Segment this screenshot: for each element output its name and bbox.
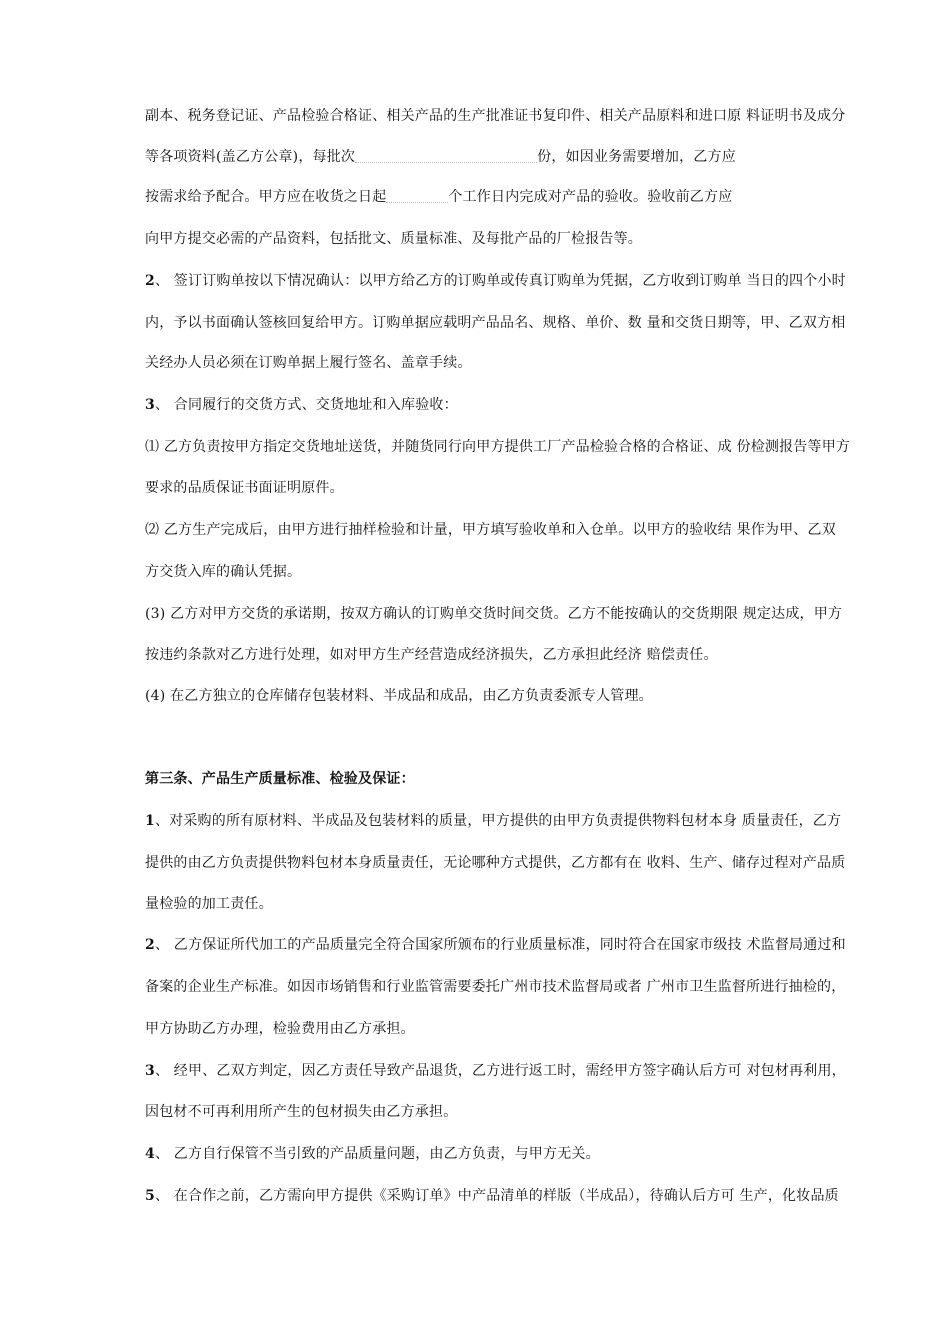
clause-number: 3 <box>145 397 155 413</box>
clause-number: 1 <box>145 813 155 829</box>
clause-text: 、 签订订购单按以下情况确认：以甲方给乙方的订购单或传真订购单为凭据，乙方收到订购单 当日的四个小时 <box>154 273 846 289</box>
text-line <box>145 187 732 207</box>
clause-number: 5 <box>145 1188 155 1204</box>
clause-5-line <box>145 1186 839 1206</box>
text-line: 关经办人员必须在订购单据上履行签名、盖章手续。 <box>145 355 472 371</box>
clause-3-line <box>145 1061 846 1081</box>
text-line: 副本、税务登记证、产品检验合格证、相关产品的生产批准证书复印件、相关产品原料和进口原 料证明书及成分 <box>145 108 846 124</box>
fill-in-blank-copies <box>355 148 537 163</box>
line-text-before-blank: 按需求给予配合。甲方应在收货之日起 <box>145 189 387 205</box>
clause-2-line <box>145 271 846 291</box>
clause-text: 、 经甲、乙双方判定，因乙方责任导致产品退货，乙方进行返工时，需经甲方签字确认后方可 对包材再利用， <box>154 1063 846 1079</box>
line-text-after-blank: 个工作日内完成对产品的验收。验收前乙方应 <box>448 189 733 205</box>
clause-4-line <box>145 1144 600 1164</box>
text-line: 备案的企业生产标准。如因市场销售和行业监管需要委托广州市技术监督局或者 广州市卫生监督所进行抽检的， <box>145 979 846 995</box>
text-line: (3) 乙方对甲方交货的承诺期，按双方确认的订购单交货时间交货。乙方不能按确认的交货期限 规定达成，甲方 <box>145 606 843 622</box>
text-line: 要求的品质保证书面证明原件。 <box>145 480 344 496</box>
text-line: 向甲方提交必需的产品资料，包括批文、质量标准、及每批产品的厂检报告等。 <box>145 231 642 247</box>
clause-2-line <box>145 935 846 955</box>
clause-number: 2 <box>145 937 155 953</box>
fill-in-blank-days <box>386 188 448 203</box>
line-text-before-blank: 等各项资料(盖乙方公章)，每批次 <box>145 149 356 165</box>
text-line: ⑴ 乙方负责按甲方指定交货地址送货，并随货同行向甲方提供工厂产品检验合格的合格证、成 份检测报告等甲方 <box>145 439 851 455</box>
text-line: 方交货入库的确认凭据。 <box>145 564 302 580</box>
section-heading-article-3: 第三条、产品生产质量标准、检验及保证： <box>145 771 415 787</box>
clause-number: 4 <box>145 1146 155 1162</box>
clause-text: 、 乙方自行保管不当引致的产品质量问题，由乙方负责，与甲方无关。 <box>154 1146 600 1162</box>
line-text-after-blank: 份，如因业务需要增加，乙方应 <box>537 149 736 165</box>
text-line: 甲方协助乙方办理，检验费用由乙方承担。 <box>145 1021 415 1037</box>
clause-text: 、 在合作之前，乙方需向甲方提供《采购订单》中产品清单的样版（半成品），待确认后方可 生产，化妆品质 <box>154 1188 839 1204</box>
clause-text: 、对采购的所有原材料、半成品及包装材料的质量，甲方提供的由甲方负责提供物料包材本身 质量责任，乙方 <box>154 813 842 829</box>
text-line: 因包材不可再利用所产生的包材损失由乙方承担。 <box>145 1104 458 1120</box>
text-line <box>145 147 736 167</box>
text-line: 提供的由乙方负责提供物料包材本身质量责任，无论哪种方式提供，乙方都有在 收料、生产、储存过程对产品质 <box>145 855 846 871</box>
clause-text: 、 合同履行的交货方式、交货地址和入库验收： <box>154 397 458 413</box>
clause-number: 3 <box>145 1063 155 1079</box>
text-line: 量检验的加工责任。 <box>145 896 273 912</box>
clause-1-line <box>145 811 841 831</box>
clause-number: 2 <box>145 273 155 289</box>
text-line: 内，予以书面确认签核回复给甲方。订购单据应载明产品品名、规格、单价、数 量和交货日期等，甲、乙双方相 <box>145 315 846 331</box>
text-line: ⑵ 乙方生产完成后，由甲方进行抽样检验和计量，甲方填写验收单和入仓单。以甲方的验收结 果作为甲、乙双 <box>145 522 836 538</box>
text-line: (4) 在乙方独立的仓库储存包装材料、半成品和成品，由乙方负责委派专人管理。 <box>145 688 653 704</box>
clause-3-line <box>145 395 458 415</box>
text-line: 按违约条款对乙方进行处理，如对甲方生产经营造成经济损失，乙方承担此经济 赔偿责任。 <box>145 647 718 663</box>
clause-text: 、 乙方保证所代加工的产品质量完全符合国家所颁布的行业质量标准，同时符合在国家市级技 术监督局通过和 <box>154 937 846 953</box>
